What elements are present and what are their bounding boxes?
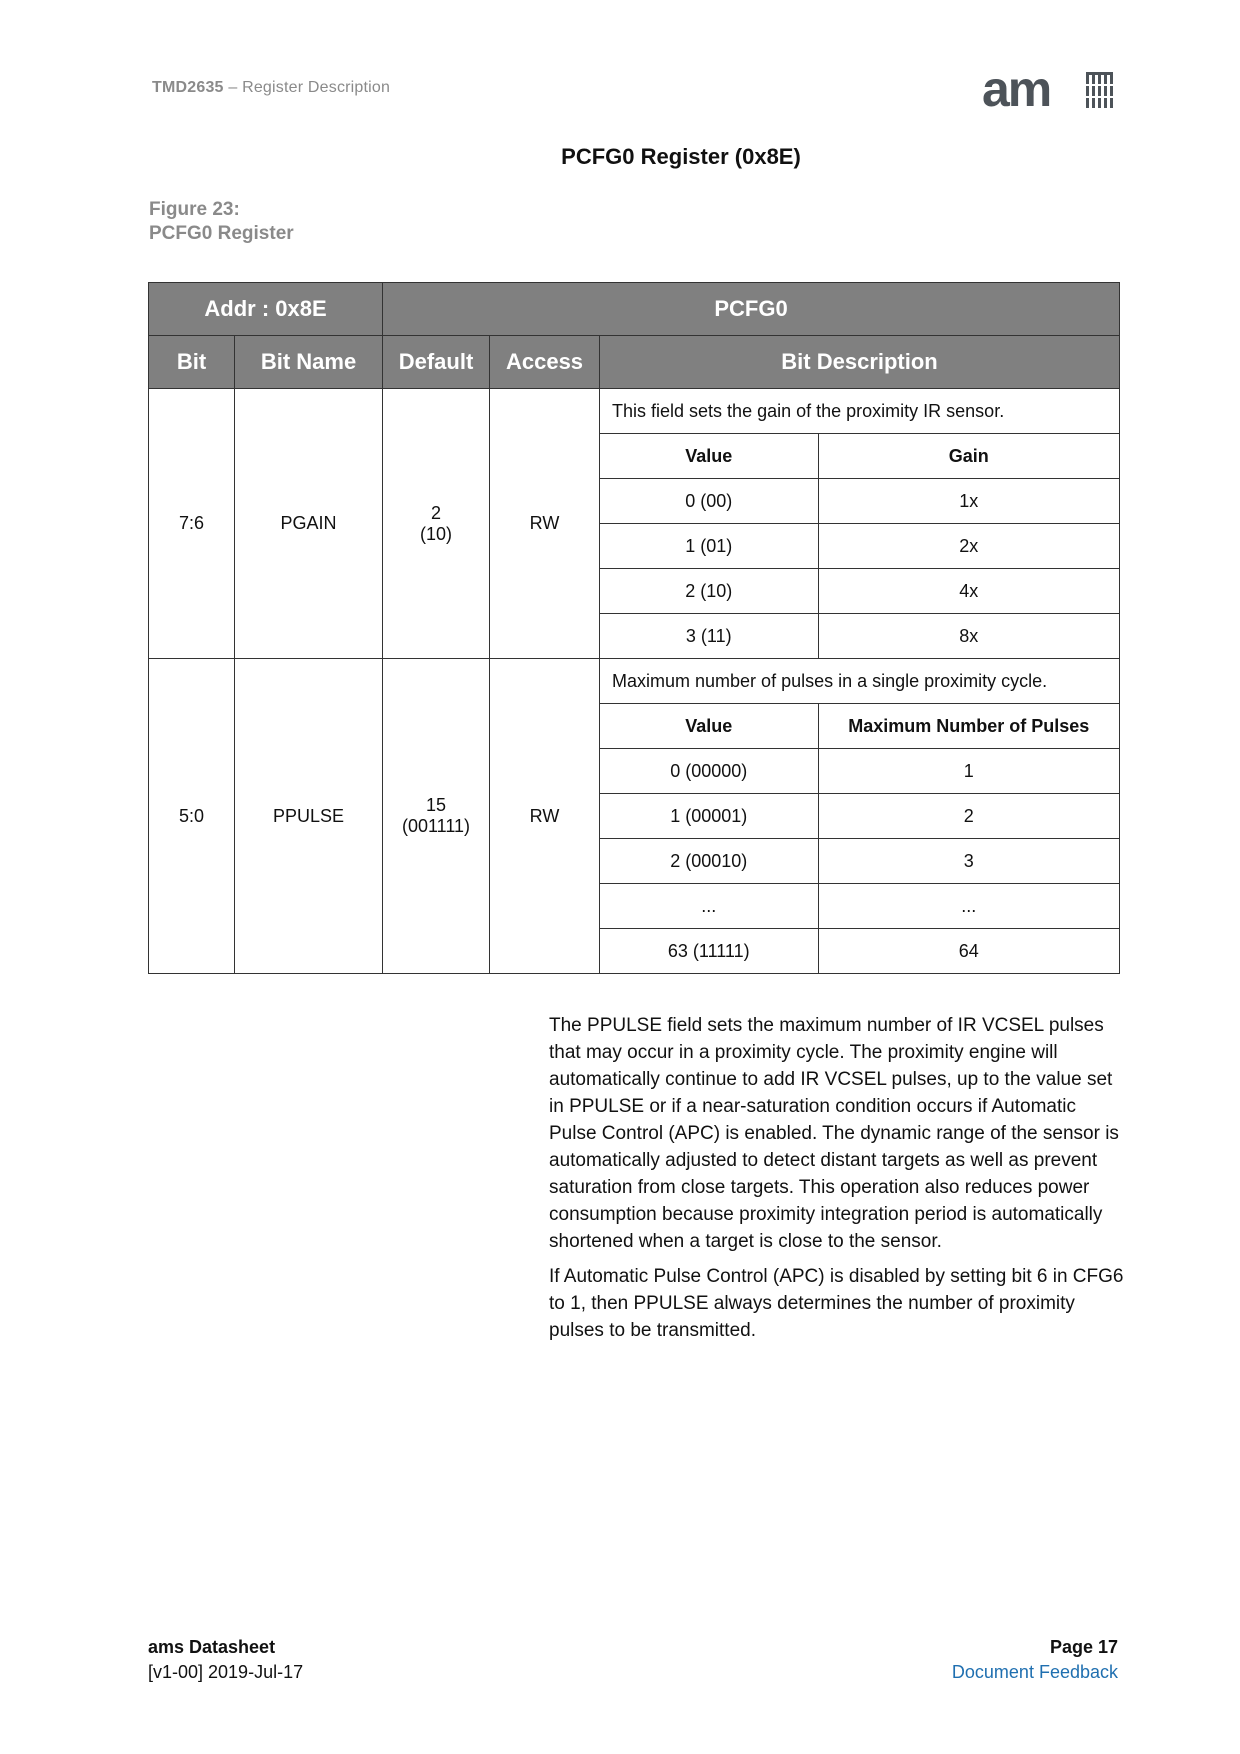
value-column-header: Value (600, 704, 818, 749)
default-cell: 2 (10) (383, 389, 490, 659)
access-cell: RW (490, 389, 600, 659)
value-cell: 0 (00) (600, 479, 818, 524)
value-cell: 3 (11) (600, 614, 818, 659)
paragraph: If Automatic Pulse Control (APC) is disabled by setting bit 6 in CFG6 to 1, then PPULSE always determines the number of proximity pulses to be transmitted. (549, 1266, 1124, 1341)
list-item (600, 884, 1119, 929)
gain-cell: 2x (818, 524, 1119, 569)
list-item (600, 524, 1119, 569)
section-name: Register Description (242, 79, 391, 96)
figure-number: Figure 23: (149, 199, 240, 220)
pulses-cell: 64 (818, 929, 1119, 974)
table-row (149, 389, 1120, 659)
list-item (600, 794, 1119, 839)
pulses-cell: 2 (818, 794, 1119, 839)
gain-cell: 1x (818, 479, 1119, 524)
product-name: TMD2635 (152, 79, 224, 96)
ams-logo (982, 68, 1128, 116)
bit-description-cell (600, 659, 1120, 974)
bit-name-cell: PGAIN (235, 389, 383, 659)
access-cell: RW (490, 659, 600, 974)
footer-version: [v1-00] 2019-Jul-17 (148, 1662, 304, 1682)
column-header-bit-name: Bit Name (235, 336, 383, 389)
pulses-cell: 3 (818, 839, 1119, 884)
header-separator: – (228, 79, 238, 96)
list-item (600, 839, 1119, 884)
default-cell: 15 (001111) (383, 659, 490, 974)
pulses-cell: ... (818, 884, 1119, 929)
pulses-column-header: Maximum Number of Pulses (818, 704, 1119, 749)
column-header-bit-description: Bit Description (600, 336, 1120, 389)
paragraph: The PPULSE field sets the maximum number of IR VCSEL pulses that may occur in a proximity cycle. The proximity engine will automatically continue to add IR VCSEL pulses, up to the value set in PPULSE or if a near-saturation condition occurs if Automatic Pulse Control (APC) is enabled. The dynamic range of the sensor is automatically adjusted to detect distant targets as well as prevent saturation from close targets. This operation also reduces power consumption because proximity integration period is automatically shortened when a target is close to the sensor. (549, 1015, 1119, 1252)
footer-doc-type: ams Datasheet (148, 1637, 276, 1657)
svg-text:am: am (982, 68, 1051, 116)
list-item (600, 614, 1119, 659)
list-item (600, 929, 1119, 974)
value-cell: 2 (10) (600, 569, 818, 614)
column-header-bit: Bit (149, 336, 235, 389)
list-item (600, 479, 1119, 524)
value-table (600, 389, 1119, 658)
value-cell: 1 (00001) (600, 794, 818, 839)
list-item (600, 749, 1119, 794)
column-header-access: Access (490, 336, 600, 389)
bit-description-cell (600, 389, 1120, 659)
pulses-cell: 1 (818, 749, 1119, 794)
footer-page-number: Page 17 (1049, 1637, 1118, 1657)
column-header-default: Default (383, 336, 490, 389)
table-row (149, 659, 1120, 974)
bit-name-cell: PPULSE (235, 659, 383, 974)
register-address: Addr : 0x8E (149, 283, 383, 336)
bit-cell: 7:6 (149, 389, 235, 659)
register-name: PCFG0 (383, 283, 1120, 336)
value-cell: 0 (00000) (600, 749, 818, 794)
page-title: PCFG0 Register (0x8E) (561, 144, 801, 169)
running-header (152, 79, 390, 97)
register-table (148, 282, 1120, 974)
value-cell: 2 (00010) (600, 839, 818, 884)
field-description: This field sets the gain of the proximity IR sensor. (600, 389, 1119, 434)
field-description: Maximum number of pulses in a single proximity cycle. (600, 659, 1119, 704)
value-table (600, 659, 1119, 973)
value-cell: 63 (11111) (600, 929, 818, 974)
value-cell: ... (600, 884, 818, 929)
bit-cell: 5:0 (149, 659, 235, 974)
body-text (549, 1012, 1124, 1352)
register-header-row (149, 283, 1120, 336)
gain-column-header: Gain (818, 434, 1119, 479)
document-feedback-link[interactable]: Document Feedback (951, 1662, 1118, 1682)
gain-cell: 4x (818, 569, 1119, 614)
figure-caption: PCFG0 Register (149, 223, 294, 244)
value-column-header: Value (600, 434, 818, 479)
column-header-row (149, 336, 1120, 389)
list-item (600, 569, 1119, 614)
value-cell: 1 (01) (600, 524, 818, 569)
gain-cell: 8x (818, 614, 1119, 659)
